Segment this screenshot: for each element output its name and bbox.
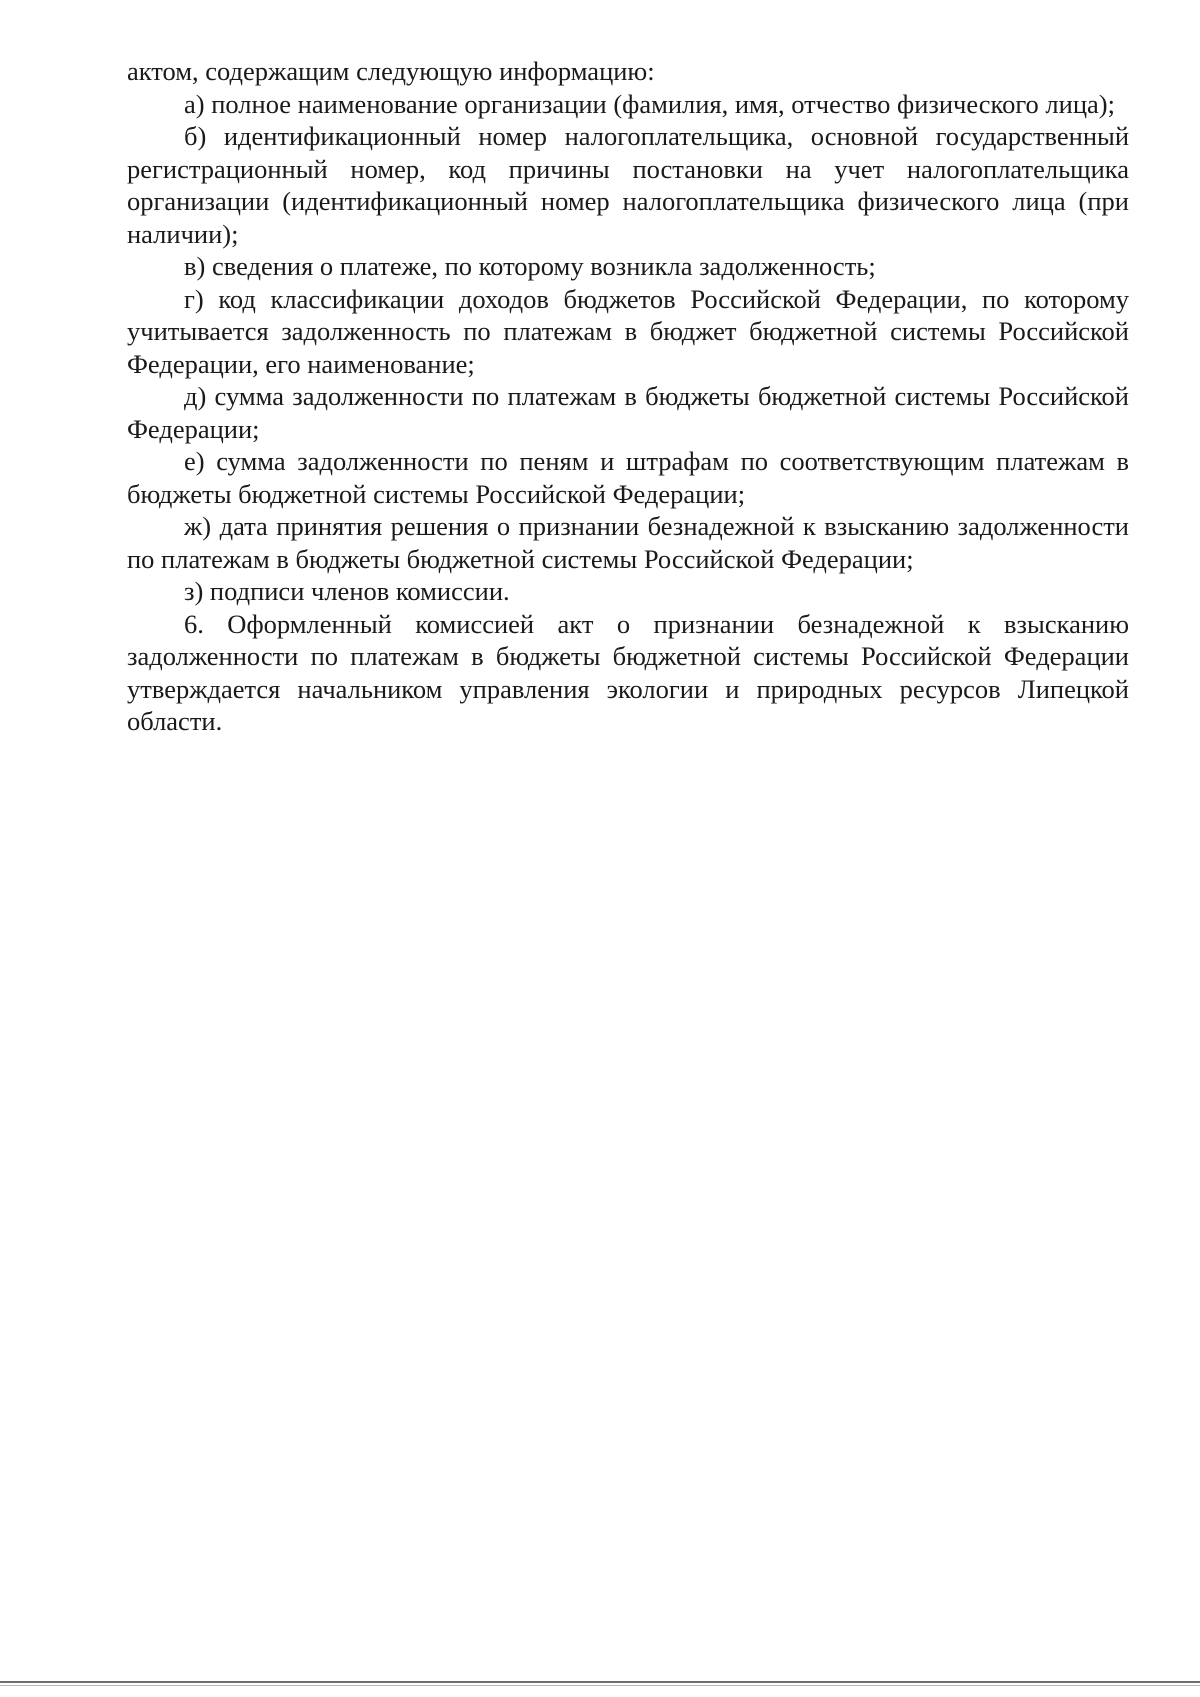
- paragraph-item-g: г) код классификации доходов бюджетов Российской Федерации, по которому учитывается задолженность по платежам в бюджет бюджетной системы Российской Федерации, его наименование;: [127, 283, 1129, 379]
- page-bottom-divider: [0, 1681, 1200, 1683]
- paragraph-item-e: е) сумма задолженности по пеням и штрафам по соответствующим платежам в бюджеты бюджетной системы Российской Федерации;: [127, 446, 1129, 509]
- paragraph-item-a: а) полное наименование организации (фамилия, имя, отчество физического лица);: [184, 88, 1115, 119]
- paragraph-item-zh: ж) дата принятия решения о признании безнадежной к взысканию задолженности по платежам в бюджеты бюджетной системы Российской Федерации;: [127, 511, 1129, 574]
- paragraph-item-b: б) идентификационный номер налогоплательщика, основной государственный регистрационный номер, код причины постановки на учет налогоплательщика организации (идентификационный номер налогоплательщика физического лица (при наличии);: [127, 121, 1129, 249]
- paragraph-item-z: з) подписи членов комиссии.: [184, 576, 510, 606]
- paragraph-section-6: 6. Оформленный комиссией акт о признании безнадежной к взысканию задолженности по платежам в бюджеты бюджетной системы Российской Федерации утверждается начальником управления экологии и природных ресурсов Липецкой области.: [127, 608, 1129, 736]
- document-body: [127, 55, 1129, 738]
- page-bottom-divider-shadow: [0, 1685, 1200, 1686]
- paragraph-item-v: в) сведения о платеже, по которому возникла задолженность;: [184, 251, 876, 281]
- paragraph-item-d: д) сумма задолженности по платежам в бюджеты бюджетной системы Российской Федерации;: [127, 381, 1129, 444]
- paragraph-intro: актом, содержащим следующую информацию:: [127, 56, 655, 86]
